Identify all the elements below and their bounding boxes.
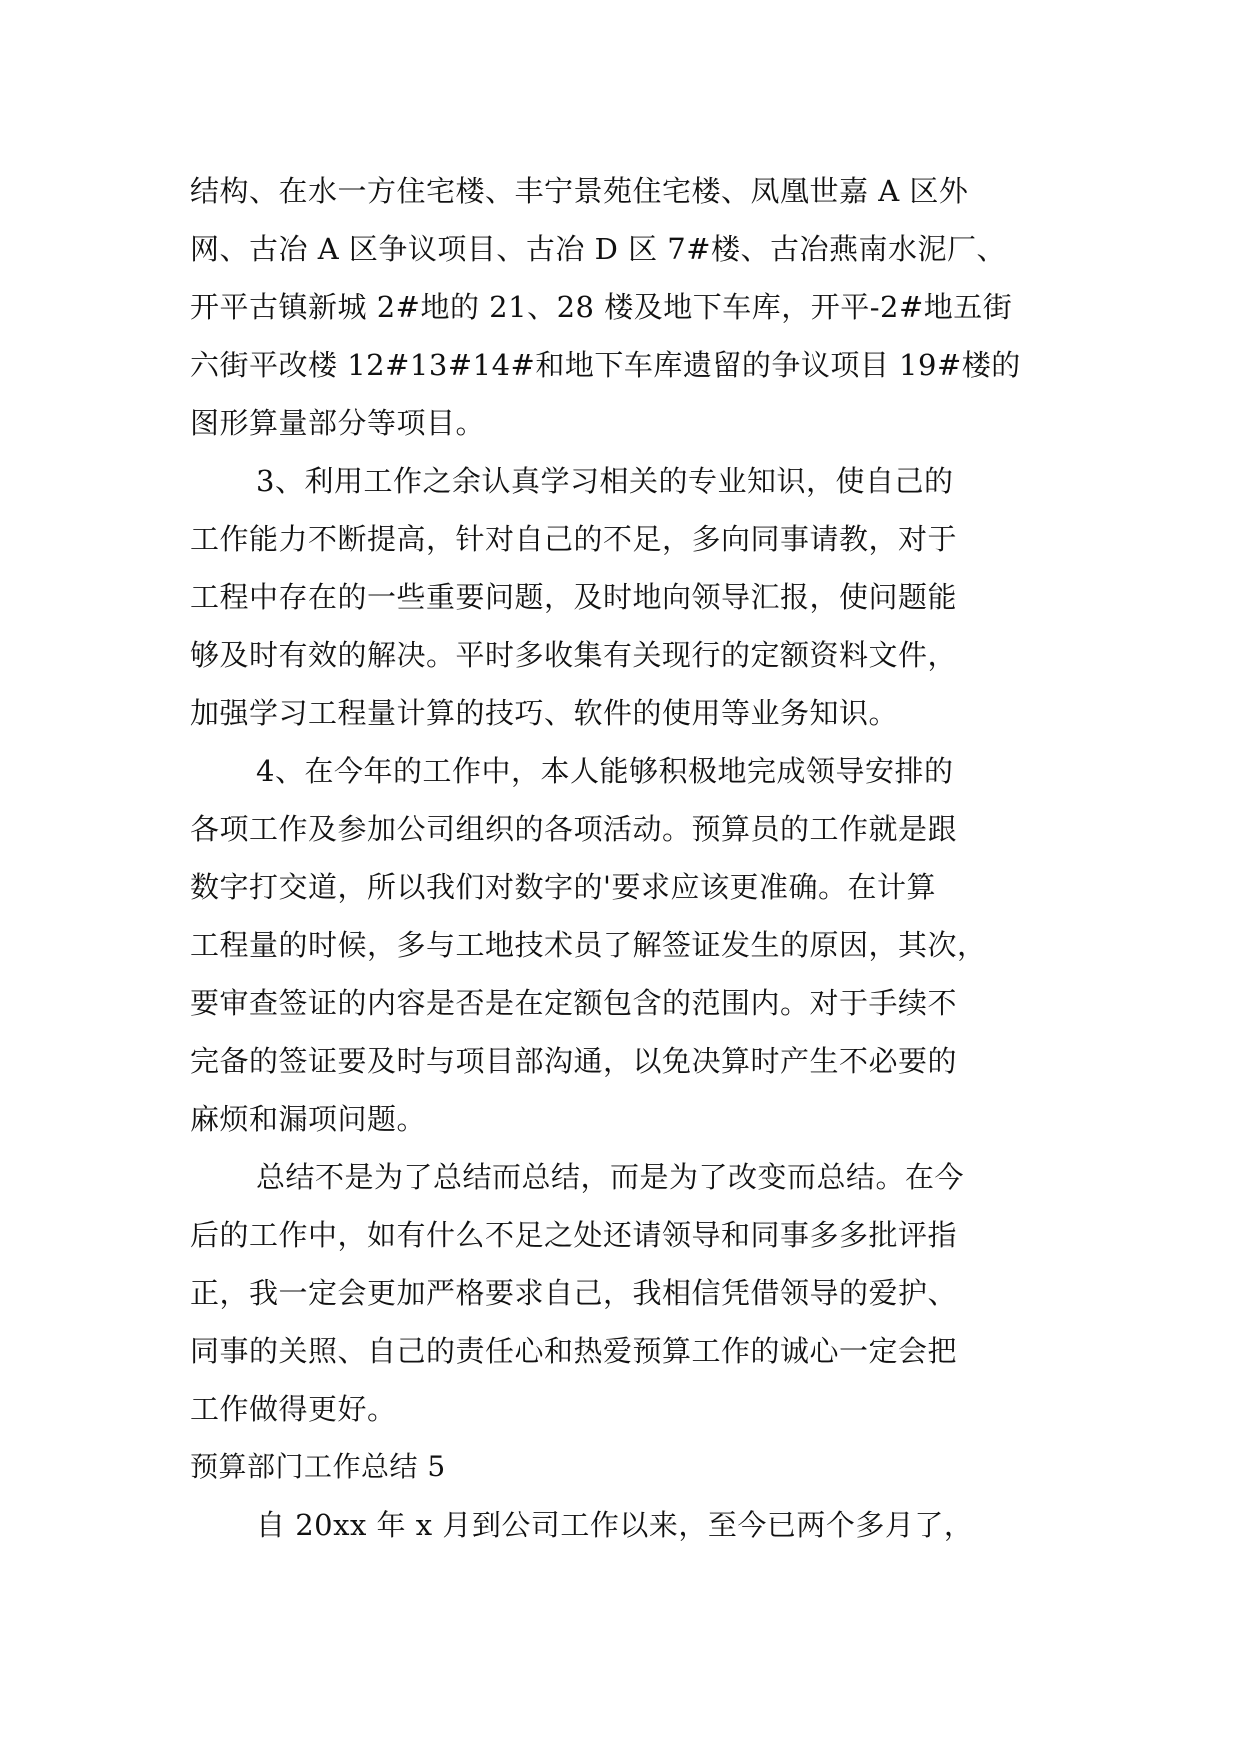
paragraph-line: 完备的签证要及时与项目部沟通，以免决算时产生不必要的 [190,1044,958,1078]
paragraph-line: 结构、在水一方住宅楼、丰宁景苑住宅楼、凤凰世嘉 A 区外 [190,174,969,208]
paragraph-line: 图形算量部分等项目。 [190,406,486,440]
paragraph-line: 工程量的时候，多与工地技术员了解签证发生的原因，其次， [190,928,987,962]
paragraph-line: 够及时有效的解决。平时多收集有关现行的定额资料文件， [190,638,958,672]
paragraph-line: 4、在今年的工作中，本人能够积极地完成领导安排的 [256,754,954,788]
paragraph-line: 同事的关照、自己的责任心和热爱预算工作的诚心一定会把 [190,1334,958,1368]
paragraph-line: 麻烦和漏项问题。 [190,1102,427,1136]
paragraph-line: 正，我一定会更加严格要求自己，我相信凭借领导的爱护、 [190,1276,958,1310]
paragraph-line: 网、古冶 A 区争议项目、古冶 D 区 7#楼、古冶燕南水泥厂、 [190,232,1007,266]
paragraph-line: 工作做得更好。 [190,1392,397,1426]
paragraph-line: 数字打交道，所以我们对数字的'要求应该更准确。在计算 [190,870,936,904]
paragraph-line: 3、利用工作之余认真学习相关的专业知识，使自己的 [256,464,954,498]
paragraph-line: 工程中存在的一些重要问题，及时地向领导汇报，使问题能 [190,580,958,614]
paragraph-line: 加强学习工程量计算的技巧、软件的使用等业务知识。 [190,696,899,730]
paragraph-line: 总结不是为了总结而总结，而是为了改变而总结。在今 [256,1160,965,1194]
section-heading: 预算部门工作总结 5 [190,1450,446,1483]
paragraph-line: 要审查签证的内容是否是在定额包含的范围内。对于手续不 [190,986,958,1020]
paragraph-line: 工作能力不断提高，针对自己的不足，多向同事请教，对于 [190,522,958,556]
document-body [190,162,1070,1554]
paragraph-line: 六街平改楼 12#13#14#和地下车库遗留的争议项目 19#楼的 [190,348,1021,382]
paragraph-line: 开平古镇新城 2#地的 21、28 楼及地下车库，开平-2#地五街 [190,290,1013,324]
paragraph-line: 各项工作及参加公司组织的各项活动。预算员的工作就是跟 [190,812,958,846]
paragraph-line: 后的工作中，如有什么不足之处还请领导和同事多多批评指 [190,1218,958,1252]
paragraph-line: 自 20xx 年 x 月到公司工作以来，至今已两个多月了， [256,1508,974,1542]
